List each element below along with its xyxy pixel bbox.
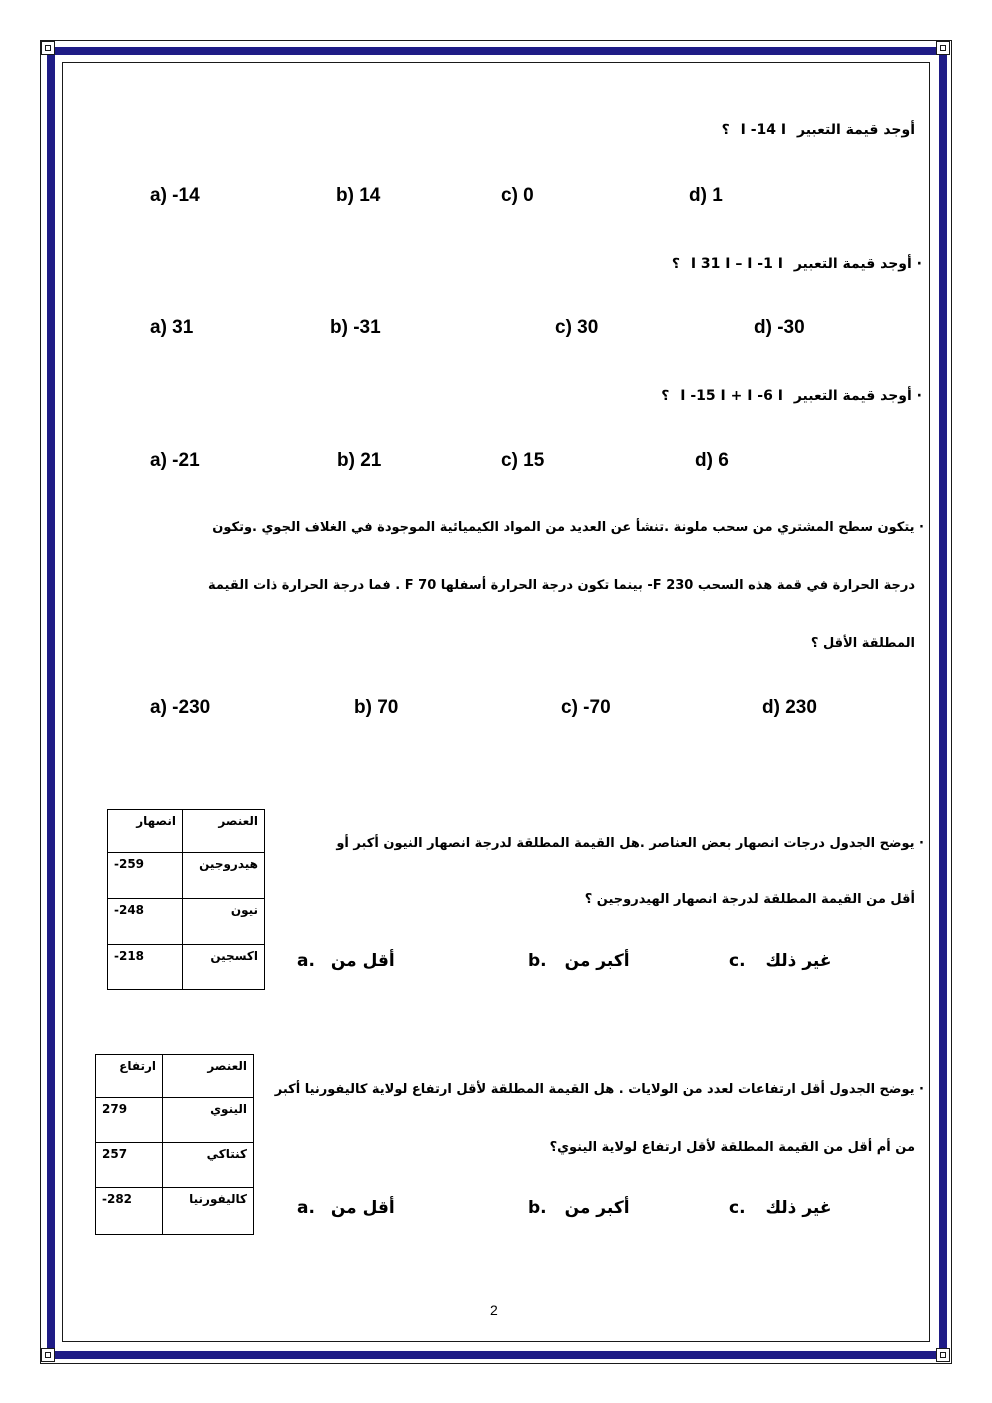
- option-letter: c.: [729, 951, 746, 971]
- option-b[interactable]: b) -31: [330, 317, 381, 338]
- option-a[interactable]: [297, 951, 395, 971]
- table-cell: كنتاكي: [163, 1143, 254, 1188]
- option-a[interactable]: [297, 1198, 395, 1218]
- option-text: غير ذلك: [765, 951, 832, 971]
- option-letter: c.: [729, 1198, 746, 1218]
- option-b[interactable]: b) 70: [354, 697, 399, 718]
- melting-point-table: [107, 809, 265, 990]
- table-header: انصهار: [108, 810, 183, 853]
- corner-ornament: [936, 1348, 950, 1362]
- table-cell: الينوي: [163, 1098, 254, 1143]
- table-cell: -259: [108, 853, 183, 899]
- option-b[interactable]: [528, 1198, 630, 1218]
- question-expression: I -14 I: [740, 122, 787, 138]
- option-d[interactable]: d) -30: [754, 317, 805, 338]
- question-expression: I 31 I – I -1 I: [690, 256, 783, 272]
- table-header: ارتفاع: [96, 1055, 163, 1098]
- question-text: أوجد قيمة التعبير: [797, 122, 915, 138]
- option-letter: a.: [297, 951, 315, 971]
- table-cell: هيدروجين: [183, 853, 265, 899]
- question-text: · أوجد قيمة التعبير: [793, 388, 922, 404]
- table-cell: -282: [96, 1188, 163, 1235]
- corner-ornament: [41, 1348, 55, 1362]
- option-a[interactable]: a) -14: [150, 185, 200, 206]
- option-c[interactable]: c) -70: [561, 697, 611, 718]
- table-cell: اكسجين: [183, 945, 265, 990]
- question-text: · أوجد قيمة التعبير: [793, 256, 922, 272]
- question-mark: ؟: [671, 256, 680, 272]
- option-c[interactable]: c) 15: [501, 450, 545, 471]
- question-5-line-1: · يوضح الجدول درجات انصهار بعض العناصر .هل القيمة المطلقة لدرجة انصهار النيون أكبر أو: [336, 836, 924, 851]
- option-letter: b.: [528, 1198, 547, 1218]
- question-4-line-1: · يتكون سطح المشتري من سحب ملونة .تنشأ عن العديد من المواد الكيميائية الموجودة في الغلاف الجوي .وتكون: [212, 520, 924, 535]
- table-header: العنصر: [163, 1055, 254, 1098]
- option-c[interactable]: [729, 951, 831, 971]
- option-a[interactable]: a) 31: [150, 317, 194, 338]
- elevation-table: [95, 1054, 254, 1235]
- corner-ornament: [41, 41, 55, 55]
- corner-ornament: [936, 41, 950, 55]
- option-a[interactable]: a) -230: [150, 697, 211, 718]
- option-b[interactable]: b) 14: [336, 185, 381, 206]
- table-cell: 279: [96, 1098, 163, 1143]
- option-b[interactable]: b) 21: [337, 450, 382, 471]
- option-c[interactable]: [729, 1198, 831, 1218]
- question-4-line-3: المطلقة الأقل ؟: [810, 636, 915, 651]
- option-text: أقل من: [330, 951, 395, 971]
- option-text: أكبر من: [564, 951, 630, 971]
- option-text: غير ذلك: [765, 1198, 832, 1218]
- option-letter: a.: [297, 1198, 315, 1218]
- table-cell: 257: [96, 1143, 163, 1188]
- option-a[interactable]: a) -21: [150, 450, 200, 471]
- question-mark: ؟: [721, 122, 730, 138]
- option-d[interactable]: d) 230: [762, 697, 817, 718]
- table-header: العنصر: [183, 810, 265, 853]
- question-4-line-2: درجة الحرارة في قمة هذه السحب 230 F- بينما تكون درجة الحرارة أسفلها 70 F . فما درجة الحرارة ذات القيمة: [207, 578, 915, 593]
- option-d[interactable]: d) 6: [695, 450, 729, 471]
- question-3: [661, 388, 922, 404]
- question-6-line-2: من أم أقل من القيمة المطلقة لأقل ارتفاع لولاية الينوي؟: [549, 1140, 915, 1155]
- question-6-line-1: · يوضح الجدول أقل ارتفاعات لعدد من الولايات . هل القيمة المطلقة لأقل ارتفاع لولاية كاليفورنيا أكبر: [274, 1082, 924, 1097]
- question-2: [672, 256, 922, 272]
- question-1: [722, 122, 915, 138]
- table-cell: نيون: [183, 899, 265, 945]
- option-text: أقل من: [330, 1198, 395, 1218]
- question-mark: ؟: [661, 388, 670, 404]
- question-5-line-2: أقل من القيمة المطلقة لدرجة انصهار الهيدروجين ؟: [584, 892, 915, 907]
- option-b[interactable]: [528, 951, 630, 971]
- option-d[interactable]: d) 1: [689, 185, 723, 206]
- option-c[interactable]: c) 30: [555, 317, 599, 338]
- option-text: أكبر من: [564, 1198, 630, 1218]
- table-cell: -248: [108, 899, 183, 945]
- table-cell: -218: [108, 945, 183, 990]
- option-c[interactable]: c) 0: [501, 185, 534, 206]
- question-expression: I -15 I + I -6 I: [680, 388, 783, 404]
- page-number: 2: [490, 1302, 498, 1318]
- option-letter: b.: [528, 951, 547, 971]
- table-cell: كاليفورنيا: [163, 1188, 254, 1235]
